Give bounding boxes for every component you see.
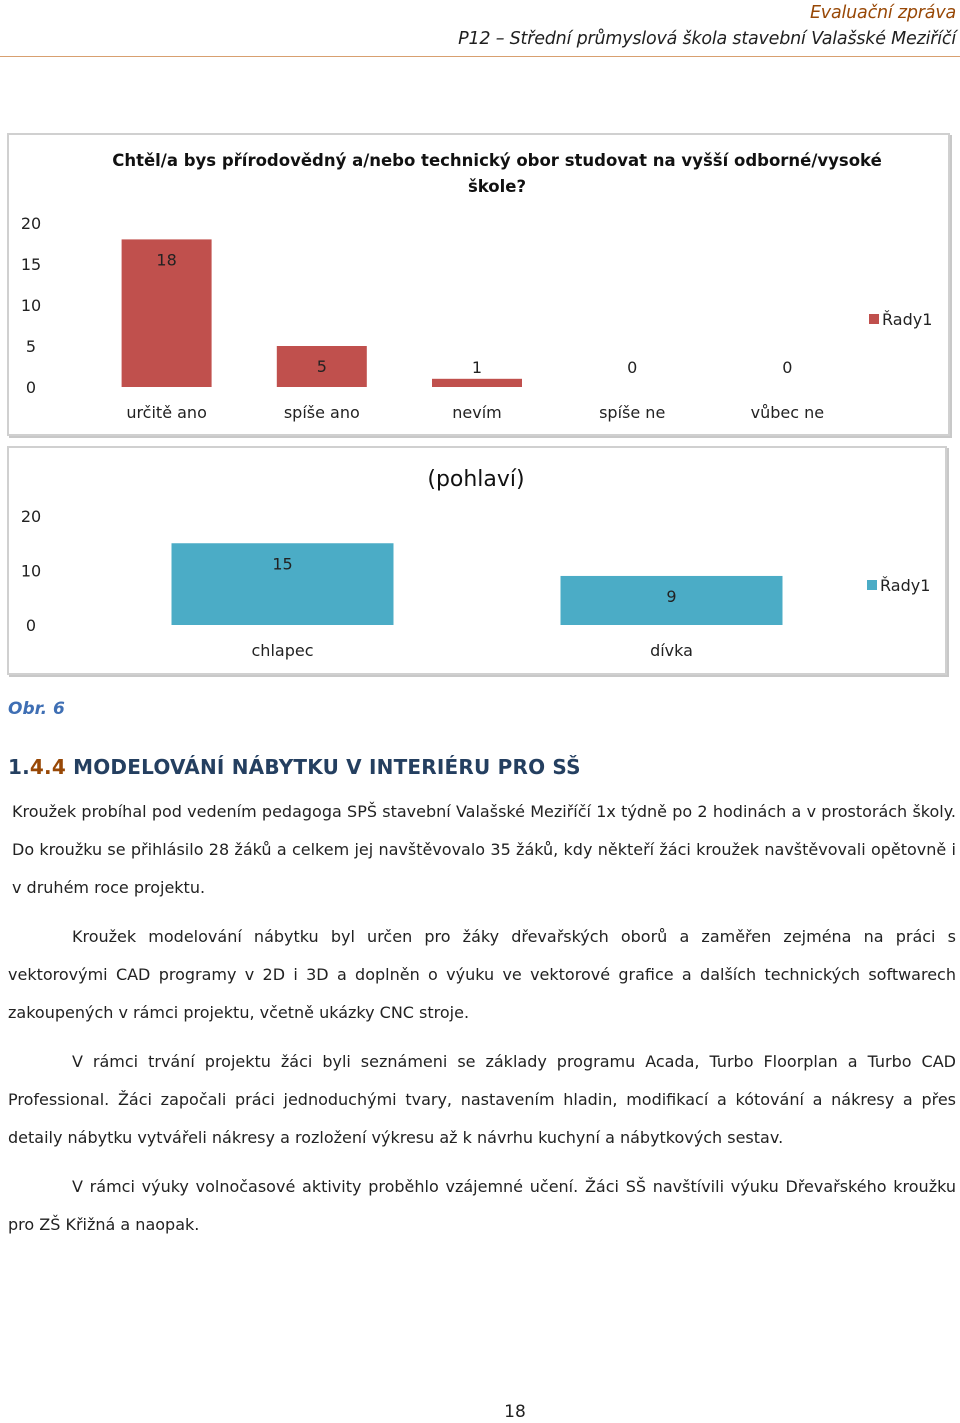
section-number bbox=[8, 755, 66, 779]
legend-swatch bbox=[867, 580, 877, 590]
y-tick-label: 5 bbox=[25, 337, 37, 356]
category-label: spíše ne bbox=[599, 403, 666, 422]
category-label: spíše ano bbox=[283, 403, 360, 422]
data-label: 0 bbox=[627, 358, 638, 377]
legend-swatch bbox=[869, 314, 879, 324]
header-report-title: Evaluační zpráva bbox=[809, 3, 956, 23]
y-tick-label: 0 bbox=[25, 616, 37, 635]
data-label: 15 bbox=[272, 554, 293, 574]
category-label: dívka bbox=[650, 641, 693, 660]
chart-title: Chtěl/a bys přírodovědný a/nebo technický obor studovat na vyšší odborné/vysoké bbox=[112, 151, 882, 170]
chart-study-intent bbox=[7, 133, 950, 436]
legend-label: Řady1 bbox=[882, 310, 933, 329]
data-label: 9 bbox=[666, 586, 677, 606]
section-number-prefix: 1. bbox=[8, 755, 30, 779]
paragraph-4: V rámci výuky volnočasové aktivity proběhlo vzájemné učení. Žáci SŠ navštívili výuku Dřevařského kroužku pro ZŠ Křižná a naopak. bbox=[8, 1177, 956, 1234]
y-tick-label: 10 bbox=[20, 561, 42, 581]
page-number: 18 bbox=[504, 1402, 526, 1422]
data-label: 0 bbox=[782, 358, 793, 377]
category-label: nevím bbox=[452, 403, 502, 422]
category-label: vůbec ne bbox=[750, 403, 825, 422]
legend-label: Řady1 bbox=[880, 576, 931, 595]
y-tick-label: 20 bbox=[20, 507, 42, 526]
data-label: 18 bbox=[156, 250, 177, 270]
paragraph-3: V rámci trvání projektu žáci byli seznámeni se základy programu Acada, Turbo Floorplan a Turbo CAD Professional. Žáci započali práci jednoduchými tvary, nastavením hladin, modifikací a kótování a nákresy a přes detaily nábytku vytvářeli nákresy a rozložení výkresu až k návrhu kuchyní a nábytkových sestav. bbox=[8, 1052, 956, 1147]
y-tick-label: 0 bbox=[25, 378, 37, 397]
paragraph-2: Kroužek modelování nábytku byl určen pro žáky dřevařských oborů a zaměřen zejména na práci s vektorovými CAD programy v 2D i 3D a doplněn o výuku ve vektorové grafice a dalších technických softwarech zakoupených v rámci projektu, včetně ukázky CNC stroje. bbox=[8, 927, 956, 1022]
category-label: chlapec bbox=[251, 641, 314, 660]
category-label: určitě ano bbox=[126, 403, 207, 422]
chart-study-intent-svg bbox=[9, 135, 948, 434]
y-tick-label: 10 bbox=[20, 296, 42, 315]
page-header bbox=[458, 0, 956, 52]
section-title: MODELOVÁNÍ NÁBYTKU V INTERIÉRU PRO SŠ bbox=[73, 755, 581, 779]
header-divider bbox=[0, 56, 960, 57]
chart-gender-svg bbox=[9, 448, 945, 673]
data-label: 1 bbox=[471, 358, 483, 377]
section-heading bbox=[8, 755, 581, 779]
section-number-bold: 4.4 bbox=[29, 755, 66, 779]
paragraph-1: Kroužek probíhal pod vedením pedagoga SPŠ stavební Valašské Meziříčí 1x týdně po 2 hodinách a v prostorách školy. Do kroužku se přihlásilo 28 žáků a celkem jej navštěvovalo 35 žáků, kdy někteří žáci kroužek navštěvovali opětovně i v druhém roce projektu. bbox=[12, 802, 956, 897]
y-tick-label: 15 bbox=[20, 255, 42, 274]
chart-gender bbox=[7, 446, 947, 675]
figure-caption: Obr. 6 bbox=[8, 699, 65, 719]
chart-title: (pohlaví) bbox=[427, 467, 525, 492]
bar bbox=[432, 379, 522, 387]
chart-title: škole? bbox=[467, 177, 527, 196]
y-tick-label: 20 bbox=[20, 214, 42, 233]
header-school-name: P12 – Střední průmyslová škola stavební Valašské Meziříčí bbox=[458, 29, 956, 49]
data-label: 5 bbox=[316, 357, 327, 376]
